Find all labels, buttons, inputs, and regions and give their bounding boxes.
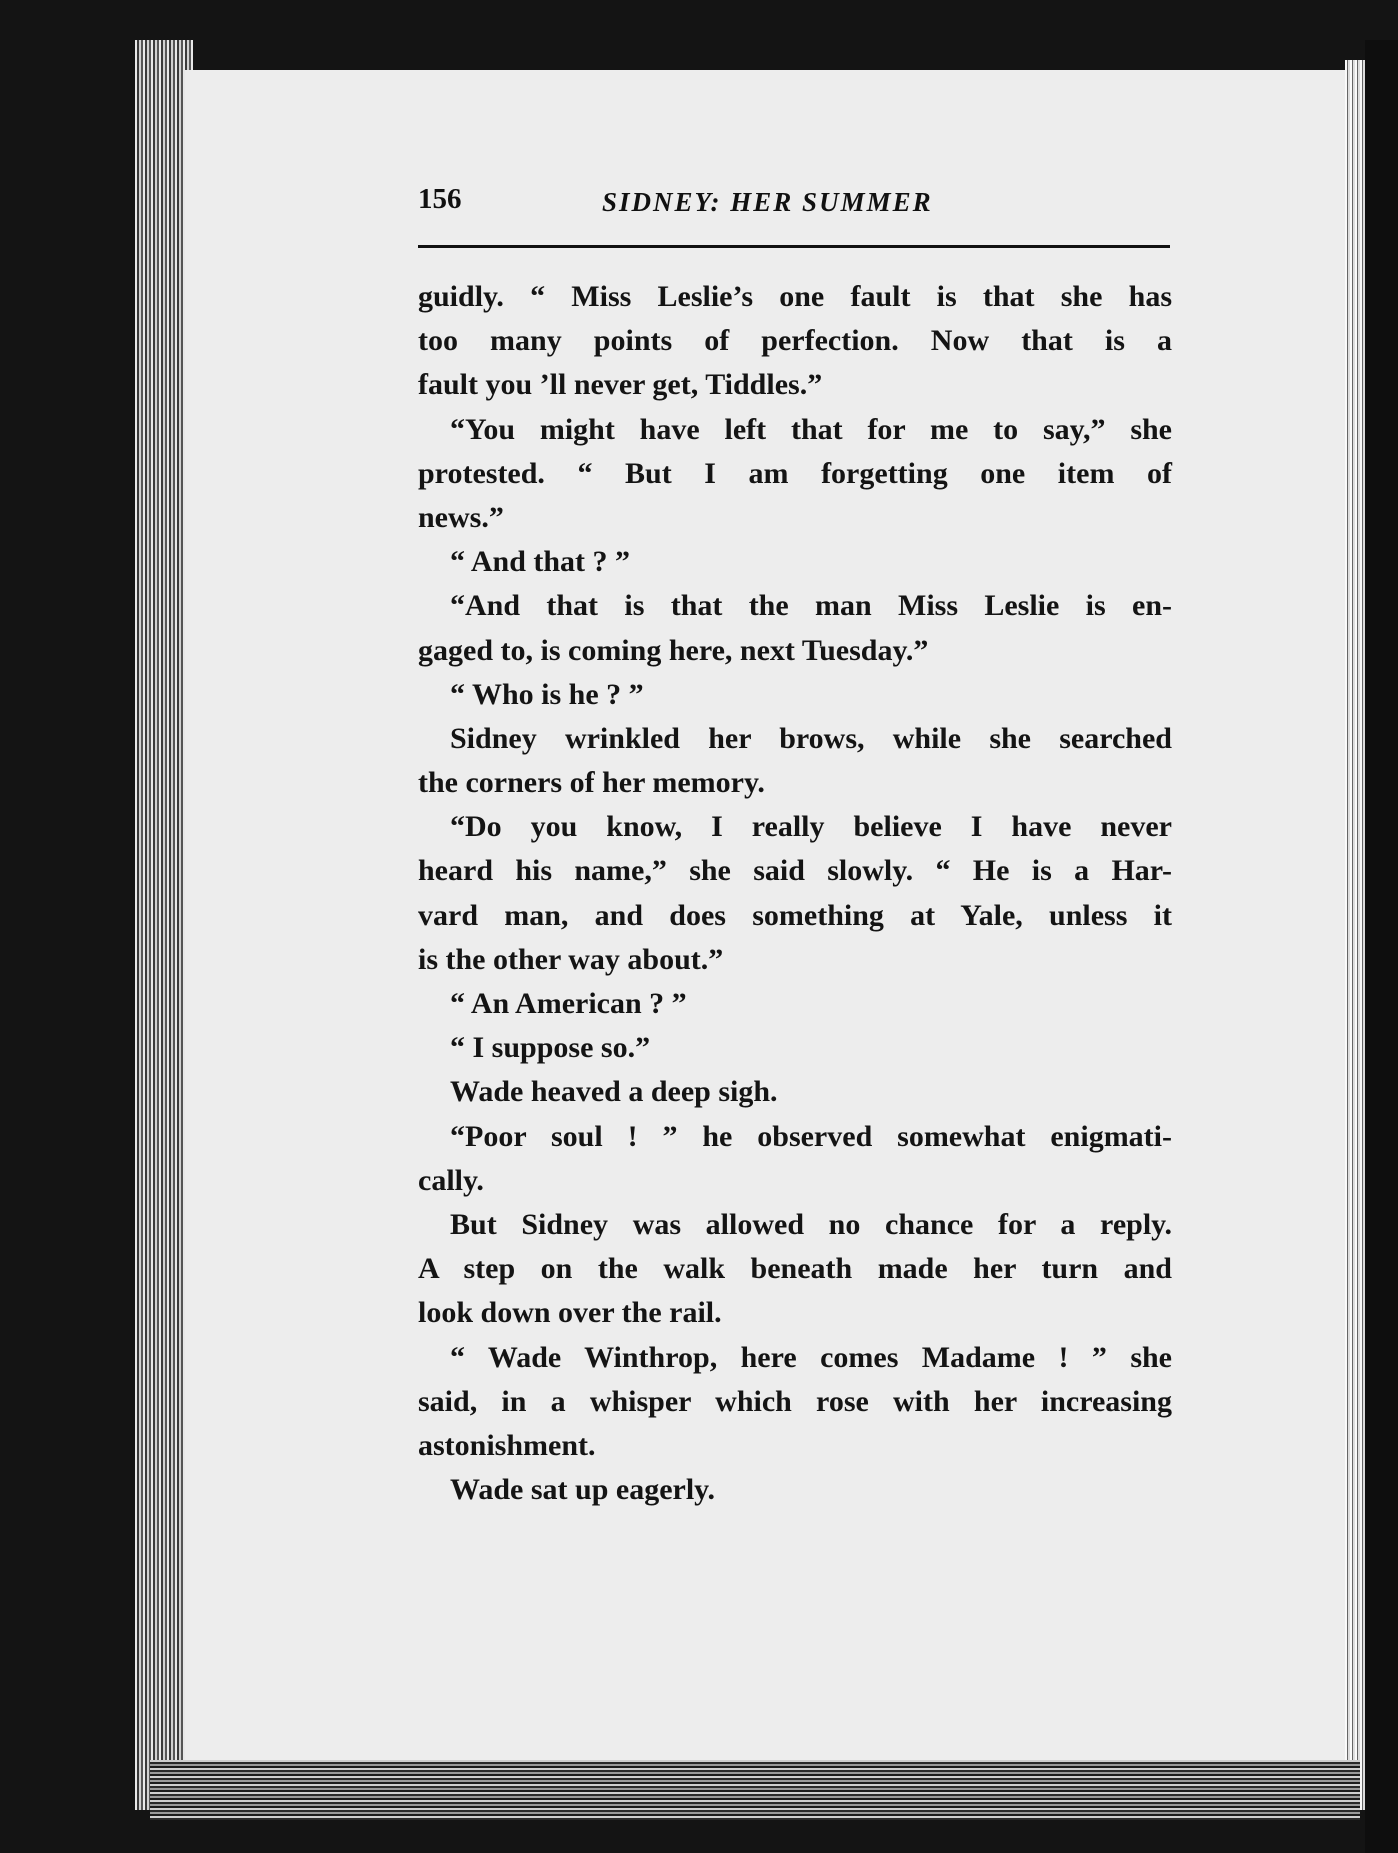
text-line: cally.: [418, 1163, 484, 1197]
text-line: “You might have left that for me to say,” she: [450, 412, 1172, 446]
running-head: [418, 183, 1170, 233]
text-line: But Sidney was allowed no chance for a reply.: [450, 1207, 1172, 1241]
text-line: Wade heaved a deep sigh.: [450, 1075, 778, 1109]
text-line: too many points of perfection. Now that is a: [418, 324, 1172, 358]
text-line: “ Wade Winthrop, here comes Madame ! ” she: [450, 1340, 1172, 1374]
text-line: “ And that ? ”: [450, 545, 631, 579]
text-line: “Poor soul ! ” he observed somewhat enigmati-: [450, 1119, 1172, 1153]
text-line: look down over the rail.: [418, 1296, 722, 1330]
body-text: [418, 275, 1172, 1512]
text-line: news.”: [418, 500, 504, 534]
text-line: astonishment.: [418, 1428, 596, 1462]
book-page-edges-bottom: [150, 1760, 1360, 1820]
text-line: gaged to, is coming here, next Tuesday.”: [418, 633, 929, 667]
header-rule: [418, 245, 1170, 248]
text-line: guidly. “ Miss Leslie’s one fault is that she has: [418, 280, 1172, 313]
text-line: Wade sat up eagerly.: [450, 1473, 716, 1507]
text-line: the corners of her memory.: [418, 766, 765, 800]
book-page-edges-right: [1345, 60, 1365, 1810]
text-line: said, in a whisper which rose with her increasing: [418, 1384, 1172, 1418]
text-line: heard his name,” she said slowly. “ He is a Har-: [418, 854, 1172, 888]
running-title: SIDNEY: HER SUMMER: [602, 187, 933, 217]
page-number: 156: [418, 183, 462, 215]
text-line: vard man, and does something at Yale, unless it: [418, 898, 1172, 932]
text-line: “Do you know, I really believe I have never: [450, 810, 1172, 844]
text-line: fault you ’ll never get, Tiddles.”: [418, 368, 823, 402]
text-line: Sidney wrinkled her brows, while she searched: [450, 721, 1172, 755]
text-line: A step on the walk beneath made her turn and: [418, 1252, 1172, 1286]
text-line: is the other way about.”: [418, 942, 724, 976]
text-line: “ I suppose so.”: [450, 1031, 651, 1065]
text-line: protested. “ But I am forgetting one item of: [418, 456, 1172, 490]
scan-margin-right: [1365, 40, 1398, 1853]
text-line: “ Who is he ? ”: [450, 677, 644, 711]
text-line: “And that is that the man Miss Leslie is en-: [450, 589, 1172, 623]
text-line: “ An American ? ”: [450, 987, 687, 1020]
